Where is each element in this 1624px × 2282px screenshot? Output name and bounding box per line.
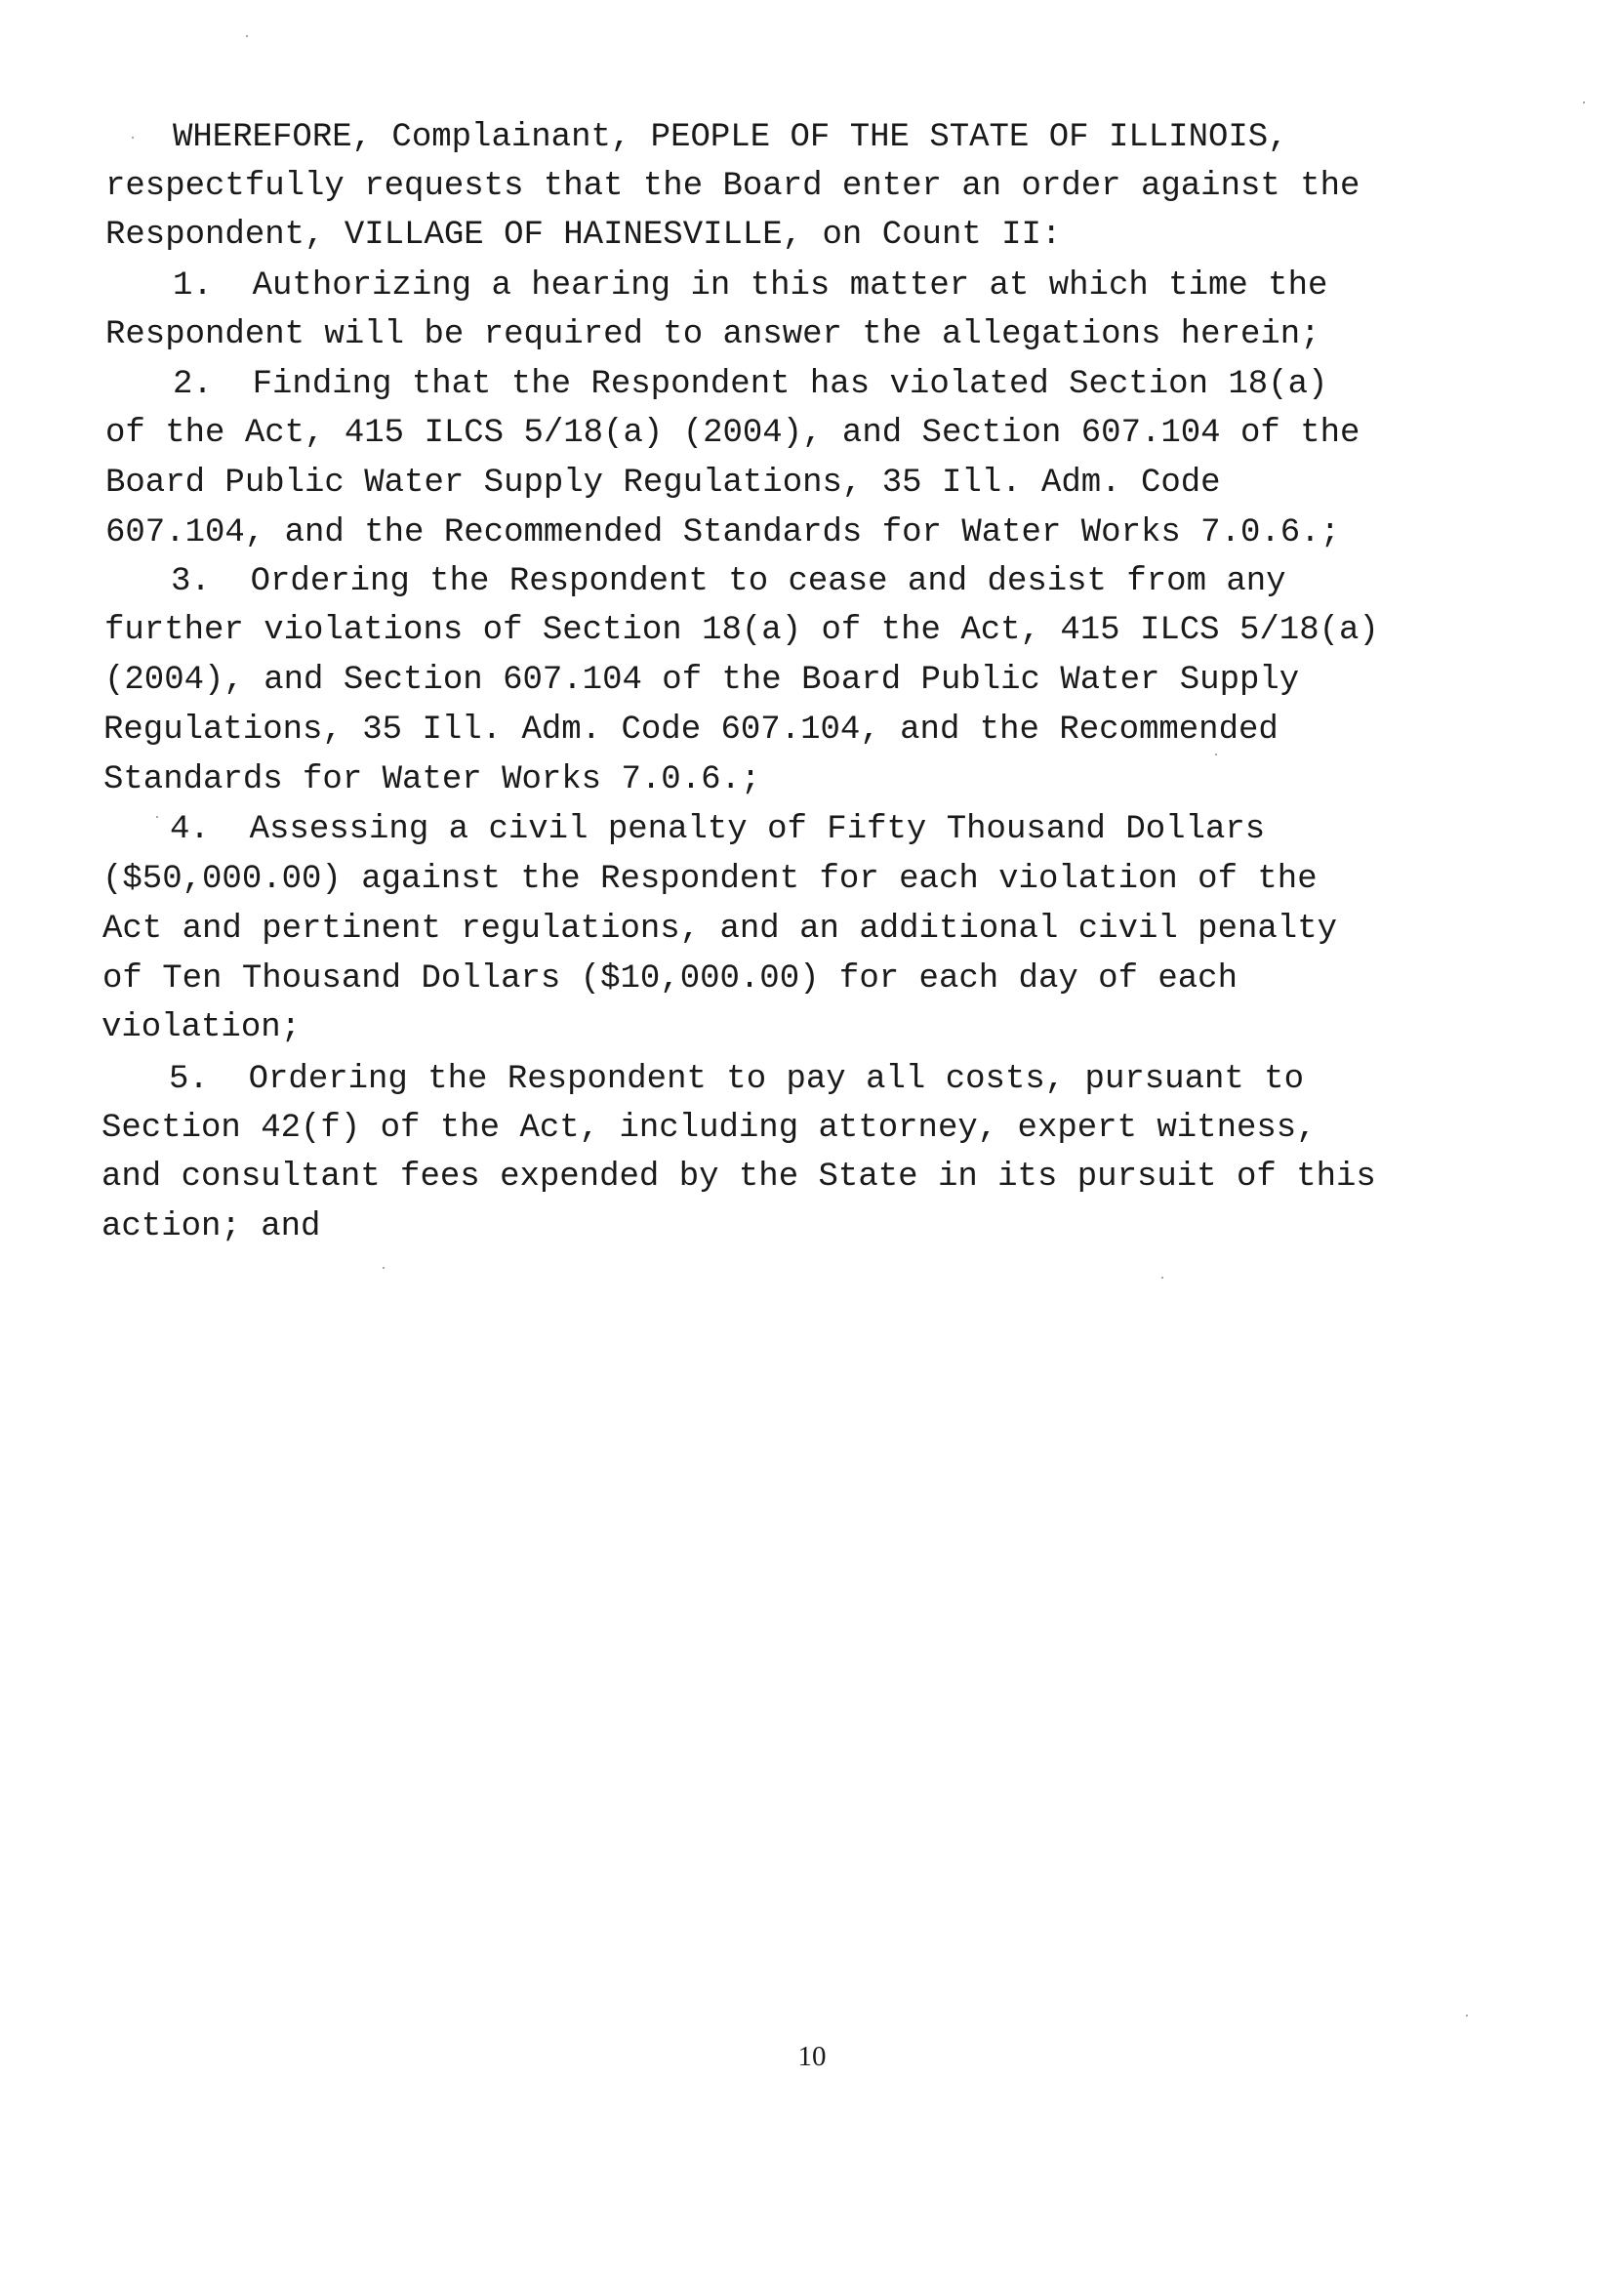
text-line: 607.104, and the Recommended Standards for Water Works 7.0.6.; bbox=[105, 514, 1341, 551]
text-line: Section 42(f) of the Act, including attorney, expert witness, bbox=[102, 1110, 1317, 1147]
scan-speck bbox=[383, 1267, 385, 1269]
text-line: and consultant fees expended by the State in its pursuit of this bbox=[102, 1159, 1376, 1196]
scan-speck bbox=[1161, 1277, 1163, 1279]
text-line: Act and pertinent regulations, and an additional civil penalty bbox=[102, 911, 1338, 948]
text-line: ($50,000.00) against the Respondent for each violation of the bbox=[102, 861, 1318, 898]
text-line: Respondent will be required to answer the allegations herein; bbox=[105, 316, 1320, 353]
text-line: Standards for Water Works 7.0.6.; bbox=[103, 761, 761, 798]
text-line: violation; bbox=[102, 1009, 302, 1046]
text-line: 1. Authorizing a hearing in this matter at which time the bbox=[173, 267, 1328, 305]
text-line: 2. Finding that the Respondent has violated Section 18(a) bbox=[173, 366, 1328, 403]
scan-speck bbox=[1215, 754, 1217, 755]
scan-speck bbox=[246, 35, 248, 37]
text-line: of Ten Thousand Dollars ($10,000.00) for each day of each bbox=[102, 960, 1238, 998]
text-line: 5. Ordering the Respondent to pay all costs, pursuant to bbox=[169, 1061, 1304, 1098]
text-line: Respondent, VILLAGE OF HAINESVILLE, on Count II: bbox=[105, 217, 1062, 254]
text-line: Regulations, 35 Ill. Adm. Code 607.104, and the Recommended bbox=[103, 712, 1279, 749]
text-line: of the Act, 415 ILCS 5/18(a) (2004), and Section 607.104 of the bbox=[105, 415, 1360, 452]
scan-speck bbox=[156, 816, 158, 818]
text-line: action; and bbox=[102, 1208, 321, 1245]
text-line: 4. Assessing a civil penalty of Fifty Thousand Dollars bbox=[170, 811, 1266, 848]
scan-speck bbox=[132, 137, 134, 139]
text-line: Board Public Water Supply Regulations, 35 Ill. Adm. Code bbox=[105, 465, 1221, 502]
text-line: (2004), and Section 607.104 of the Board Public Water Supply bbox=[104, 662, 1300, 699]
text-line: 3. Ordering the Respondent to cease and desist from any bbox=[171, 563, 1286, 600]
scan-speck bbox=[1583, 102, 1585, 103]
text-line: further violations of Section 18(a) of the Act, 415 ILCS 5/18(a) bbox=[104, 612, 1379, 649]
scan-speck bbox=[1466, 2015, 1468, 2017]
text-line: respectfully requests that the Board enter an order against the bbox=[105, 168, 1360, 205]
text-line: WHEREFORE, Complainant, PEOPLE OF THE STATE OF ILLINOIS, bbox=[173, 119, 1288, 156]
page-number: 10 bbox=[797, 2041, 827, 2072]
